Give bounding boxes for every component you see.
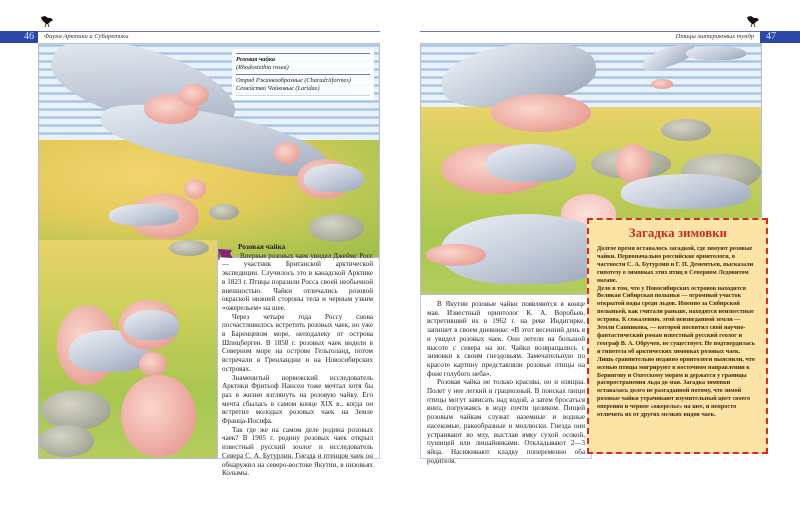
species-info-box <box>232 49 374 100</box>
right-page <box>400 0 800 524</box>
page-number: 47 <box>760 31 800 43</box>
article-paragraph: Через четыре года Россу снова посчастливилось встретить розовых чаек, но уже в Баренцевом море, неподалеку от острова Шпицберген. В 1858 г. розовых чаек видели в Северном море на острове Гельголанд, потом встречали в Гренландии и на Новосибирских островах. <box>222 312 373 373</box>
sidebar-paragraph: Дело в том, что у Новосибирских островов находится Великая Сибирская полынья — огромный участок открытой воды среди льдов. Именно за Сибирской полыньей, как считали раньше, находятся неизвестные острова. К сожалению, этой неизведанной земли — Земли Санникова, — которой посвятил свой научно-фантастический роман известный русский геолог и географ В. А. Обручев, не существует. Не подтвердилась и гипотеза об арктических зимовках розовых чаек. <box>597 284 755 355</box>
sidebar-paragraph: Долгое время оставалось загадкой, где зимуют розовые чайки. Первоначально российские орнитологи, в частности С. А. Бутурлин и Г. П. Дементьев, высказали гипотезу о зимовках этих птиц в Северном Ледовитом океане. <box>597 245 754 284</box>
article-column-right <box>420 295 592 465</box>
species-family: Семейство Чайковые (Laridae) <box>236 85 320 92</box>
gull-illustration-bottom <box>38 240 218 459</box>
article-paragraph: Так где же на самом деле родина розовых чаек? В 1905 г. родину розовых чаек открыл известный русский зоолог и исследователь Севера С. А. Бутурлин. Гнезда и птенцов чаек он обнаружил на северо-востоке Якутии, в низовьях Колымы. <box>222 425 373 478</box>
running-head: Птицы материковых тундр <box>675 33 754 40</box>
sidebar-paragraph: Лишь сравнительно недавно орнитологи выяснили, что осенью птицы мигрируют в восточном направлении к Берингову и Охотскому морям и держатся у границы распространения льда до мая. Загадка зимовки оставалась долго не разгаданной потому, что зимой розовые чайки утрачивают изумительный цвет своего оперения и черное «ожерелье» на шее, и непросто отличить их от других мелких видов чаек. <box>597 355 755 419</box>
sidebar-title: Загадка зимовки <box>628 226 728 240</box>
article-paragraph: Розовая чайка не только красива, но и изящна. Полет у нее легкий и грациозный. В поисках пищи птицы могут зависать над водой, а затем бросаться вниз, погружаясь в воду почти целиком. Пищей розовым чайкам служат наземные и водные насекомые, ракообразные и моллюски. Гнезда они устраивают во мху, выстлав ямку сухой осокой, пушицей или лишайниками. Откладывают 2—3 яйца. Насиживают кладку попеременно оба родителя. <box>427 378 585 465</box>
species-name: Розовая чайка <box>236 56 276 63</box>
running-head: Фауна Арктики и Субарктики <box>44 33 129 40</box>
species-order: Отряд Ржанкообразные (Charadriiformes) <box>236 77 351 84</box>
bird-silhouette-icon <box>746 15 760 28</box>
flag-icon <box>218 248 234 260</box>
species-latin-name: (Rhodostethia rosea) <box>236 64 289 71</box>
article-column-left <box>216 240 380 478</box>
article-paragraph: Знаменитый норвежский исследователь Арктики Фритьоф Нансен тоже мечтал хотя бы раз в жизни взглянуть на розовую чайку. Его мечта сбылась в самом конце XIX в., когда он встретил молодых розовых чаек на Земле Франца-Иосифа. <box>222 373 373 426</box>
article-paragraph: Впервые розовых чаек увидел Джеймс Росс — участник Британской арктической экспедиции. Случилось это в канадской Арктике в 1823 г. Птицы поразили Росса своей необычной внешностью. Чайки отличались розовой окраской нижней стороны тела и черным узким «ожерельем» на шее. <box>222 251 373 312</box>
article-title: Розовая чайка <box>238 242 286 251</box>
article-paragraph: В Якутии розовые чайки появляются в конце мая. Известный орнитолог К. А. Воробьев, встретивший их в 1962 г. на реке Индигирке, запишет в своем дневнике: «В этот весенний день я и увидел розовых чаек. Они летели на большой высоте с севера на юг. Чайки возвращались с зимовки к своим гнездовьям. Замечательную по красоте картину представляли розовые птицы на фоне голубого неба». <box>427 300 585 378</box>
sidebar-wintering-mystery <box>587 218 768 454</box>
bird-silhouette-icon <box>40 15 54 28</box>
page-number: 46 <box>0 31 38 43</box>
